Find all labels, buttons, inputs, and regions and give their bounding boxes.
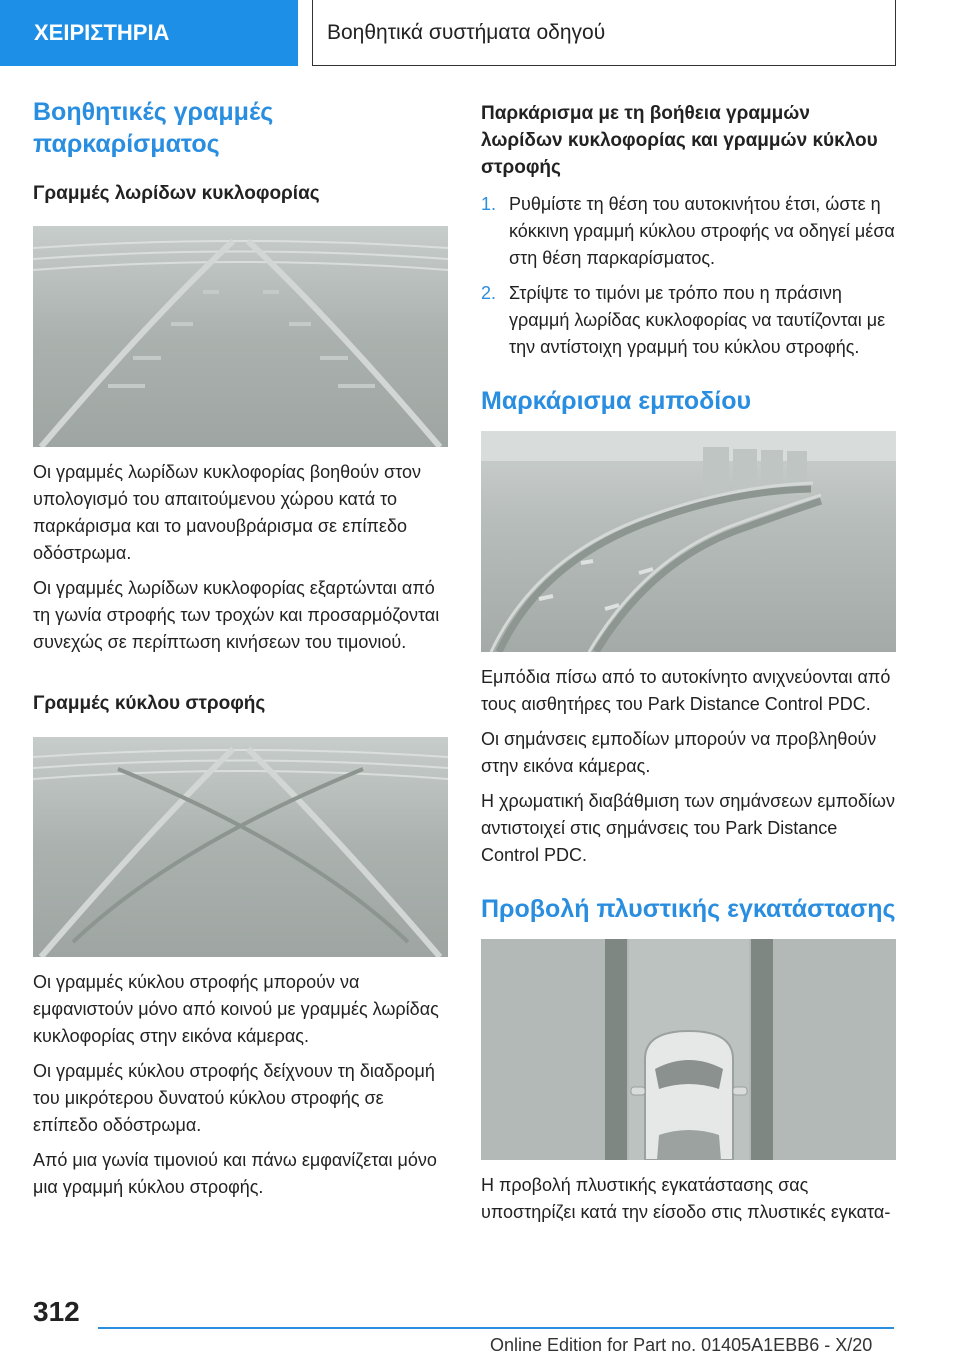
subheading-turning-circle: Γραμμές κύκλου στροφής xyxy=(33,693,266,714)
step-1-text: Ρυθμίστε τη θέση του αυτοκινήτου έτσι, ώστε η κόκκινη γραμμή κύκλου στροφής να οδηγεί μέσα στη θέση παρκαρίσματος. xyxy=(509,194,895,268)
lane-lines-image xyxy=(33,226,448,447)
step-1 xyxy=(481,191,896,272)
obstacle-marking-image xyxy=(481,431,896,652)
chapter-tab-label: ΧΕΙΡΙΣΤΗΡΙΑ xyxy=(34,20,170,45)
section-title xyxy=(312,0,896,66)
obstacle-text-1: Εμπόδια πίσω από το αυτοκίνητο ανιχνεύονται από τους αισθητήρες του Park Distance Control PDC. xyxy=(481,667,891,714)
subheading-parking-with-lines: Παρκάρισμα με τη βοήθεια γραμμών λωρίδων κυκλοφορίας και γραμμών κύκλου στροφής xyxy=(481,103,878,178)
page-number: 312 xyxy=(33,1296,80,1327)
obstacle-text-2: Οι σημάνσεις εμποδίων μπορούν να προβληθούν στην εικόνα κάμερας. xyxy=(481,729,877,776)
step-2-text: Στρίψτε το τιμόνι με τρόπο που η πράσινη γραμμή λωρίδας κυκλοφορίας να ταυτίζονται με την αντίστοιχη γραμμή του κύκλου στροφής. xyxy=(509,283,886,357)
heading-parking-lines: Βοηθητικές γραμμές παρκαρίσματος xyxy=(33,98,274,158)
steps-list xyxy=(481,191,896,361)
heading-carwash-view: Προβολή πλυστικής εγκατάστασης xyxy=(481,895,896,923)
step-1-number: 1. xyxy=(481,194,497,214)
turning-circle-text-2: Οι γραμμές κύκλου στροφής δείχνουν τη διαδρομή του μικρότερου δυνατού κύκλου στροφής σε επίπεδο οδόστρωμα. xyxy=(33,1061,435,1135)
right-column xyxy=(481,96,896,1226)
turning-circle-text-1: Οι γραμμές κύκλου στροφής μπορούν να εμφανιστούν μόνο από κοινού με γραμμές λωρίδας κυκλοφορίας στην εικόνα κάμερας. xyxy=(33,972,439,1046)
carwash-view-image xyxy=(481,939,896,1160)
turning-circle-image xyxy=(33,737,448,957)
step-2-number: 2. xyxy=(481,283,497,303)
footer-divider xyxy=(98,1327,894,1329)
turning-circle-text-3: Από μια γωνία τιμονιού και πάνω εμφανίζεται μόνο μια γραμμή κύκλου στροφής. xyxy=(33,1150,437,1197)
obstacle-text-3: Η χρωματική διαβάθμιση των σημάνσεων εμποδίων αντιστοιχεί στις σημάνσεις του Park Distance Control PDC. xyxy=(481,791,895,865)
edition-text: Online Edition for Part no. 01405A1EBB6 - X/20 xyxy=(490,1335,873,1355)
subheading-lane-lines: Γραμμές λωρίδων κυκλοφορίας xyxy=(33,183,320,204)
carwash-text-1: Η προβολή πλυστικής εγκατάστασης σας υποστηρίζει κατά την είσοδο στις πλυστικές εγκατα- xyxy=(481,1175,891,1222)
lane-lines-text-1: Οι γραμμές λωρίδων κυκλοφορίας βοηθούν στον υπολογισμό του απαιτούμενου χώρου κατά το παρκάρισμα και το μανουβράρισμα σε επίπεδο οδόστρωμα. xyxy=(33,462,421,563)
chapter-tab xyxy=(0,0,298,66)
heading-obstacle-marking: Μαρκάρισμα εμποδίου xyxy=(481,387,752,415)
section-title-text: Βοηθητικά συστήματα οδηγού xyxy=(327,20,606,44)
step-2 xyxy=(481,280,896,361)
left-column xyxy=(33,96,448,1201)
lane-lines-text-2: Οι γραμμές λωρίδων κυκλοφορίας εξαρτώνται από τη γωνία στροφής των τροχών και προσαρμόζονται συνεχώς σε περίπτωση κινήσεων του τιμονιού. xyxy=(33,578,440,652)
